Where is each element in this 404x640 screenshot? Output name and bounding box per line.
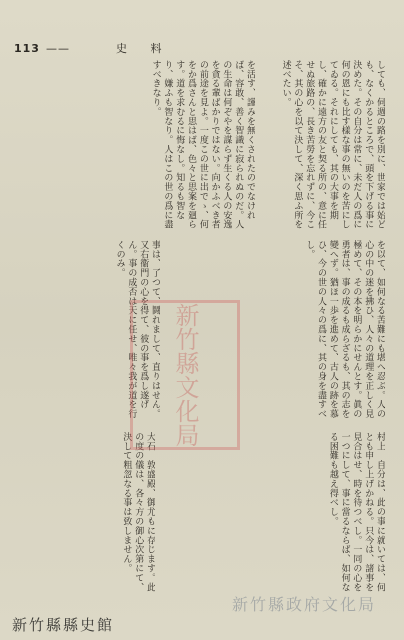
header-separator: —— — [45, 42, 70, 55]
page-number: 113 — [14, 42, 40, 55]
watermark-left: 新竹縣縣史館 — [12, 616, 115, 634]
text-block-top-right: しても、伺週の路を別に、世家では始ども、なくかるところで、頭を下げる事に決めた。その自分は常に、未だ人の爲に何の恩にも比す樣な事の無いのを苦にしてゐる。それにしても、其の大事を期し、確かに遠方の友と契る所の、意に任せぬ旅路の、長き苦勞を忘れずに、今こそ、其の心を以て決して、深く思ふ所を述べたい。 — [280, 60, 385, 230]
text-block-bottom-left: 大石 敦盛殿、御尤もに存じます。此の度の儀は、各々方の御心次第にて、決して粗忽なる事は致しません。 — [121, 432, 155, 592]
red-seal-stamp: 新竹縣文化局 — [130, 300, 240, 450]
text-block-middle-right: を以て、如何なる苦難にも堪へ忍ぶ。人の心の中の迷を拂ひ、人々の道理を正しく見極めて、その本を明らかにせんとす。眞の勇者は、事の成るも成らざるも、其の志を變へず。猶ほ一歩を進めて、古人の跡を慕ひ、今の世の人々の爲に、其の身を盡すべし。 — [304, 240, 385, 419]
page-header — [14, 40, 171, 56]
text-block-bottom-right: 村上 自分は、此の事に就いては、何とも申し上げかねる。只今は、諸事を見合はせ、時を待つべし。一同の心を一つにして、事に當るならば、如何なる困難も越え得べし。 — [327, 432, 385, 592]
text-block-middle-left: 事は、了つて、鬪れまして、直りはせん。又右衞門の心を得て、彼の事を爲し遂げん。事の成否は天に任せ、唯々我が道を行くのみ。 — [114, 240, 160, 419]
text-block-top-left: を活す、謹みを無くされたのでなければ、容敢、善く智識に寂られぬのだ。人の生命は何ぞやを謀らず生くる人の安逸を貪る輩ばかりではない。向かふべき者の前途を見よ。一度この世に出でゝ、何をか爲さんと思はば、色々と思案を廻らす。道を求むるに悔なし。知るも智なり、嫌ふも智なり。人はこの世の爲に盡すべきなり。 — [150, 60, 255, 230]
watermark-right: 新竹縣政府文化局 — [232, 595, 377, 614]
series-title: 史 料 — [115, 42, 172, 55]
